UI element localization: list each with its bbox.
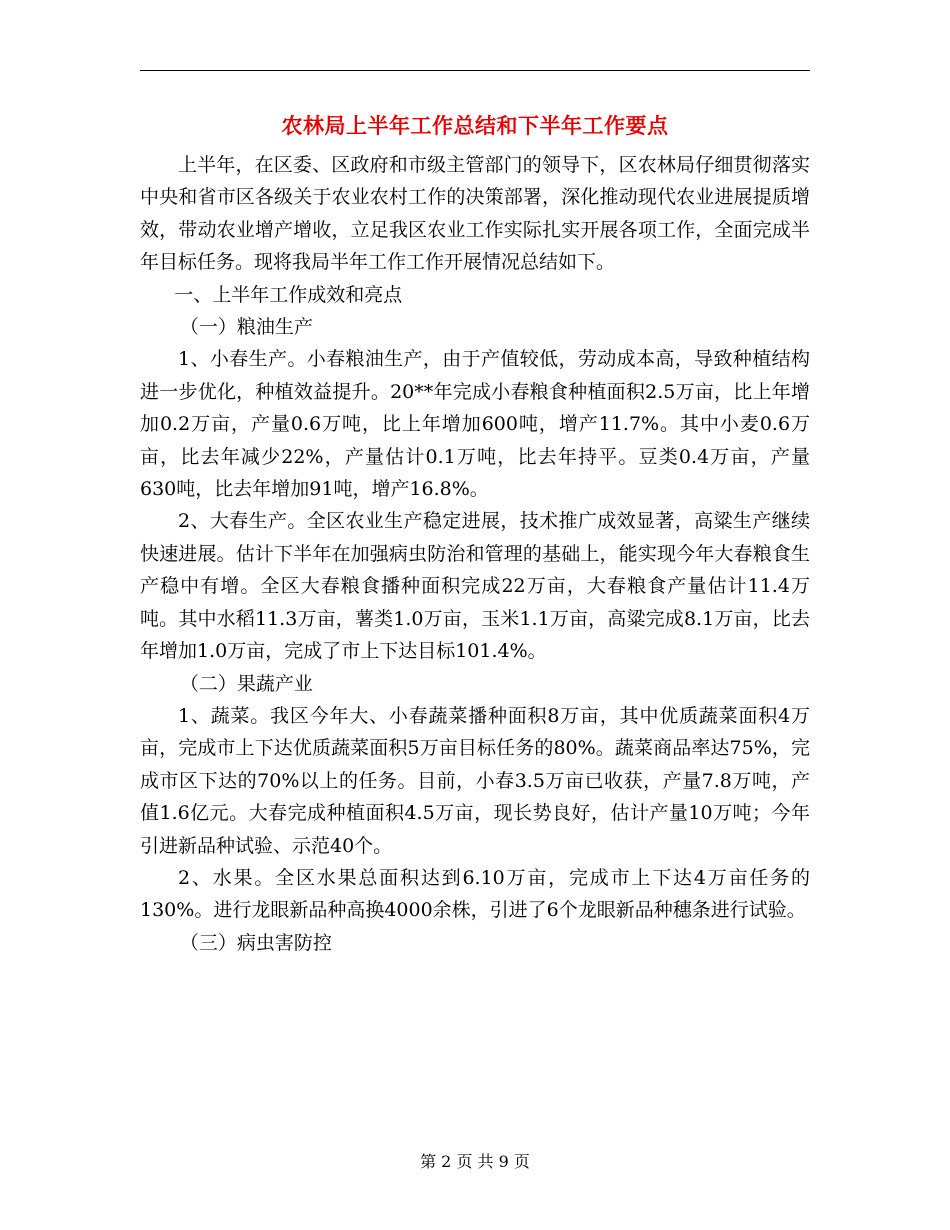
document-body [140,149,810,959]
document-title: 农林局上半年工作总结和下半年工作要点 [281,113,669,138]
header-rule [140,70,810,71]
subsection-heading-pest-control: （三）病虫害防控 [179,931,332,954]
page-number-footer: 第 2 页 共 9 页 [420,1152,530,1171]
paragraph-autumn-crop: 2、大春生产。全区农业生产稳定进展，技术推广成效显著，高粱生产继续快速进展。估计下半年在加强病虫防治和管理的基础上，能实现今年大春粮食生产稳中有增。全区大春粮食播种面积完成22万亩，大春粮食产量估计11.4万吨。其中水稻11.3万亩，薯类1.0万亩，玉米1.1万亩，高粱完成8.1万亩，比去年增加1.0万亩，完成了市上下达目标101.4%。 [140,510,810,663]
paragraph-intro: 上半年，在区委、区政府和市级主管部门的领导下，区农林局仔细贯彻落实中央和省市区各级关于农业农村工作的决策部署，深化推动现代农业进展提质增效，带动农业增产增收，立足我区农业工作实际扎实开展各项工作，全面完成半年目标任务。现将我局半年工作工作开展情况总结如下。 [140,154,810,274]
paragraph-fruit: 2、水果。全区水果总面积达到6.10万亩，完成市上下达4万亩任务的130%。进行龙眼新品种高换4000余株，引进了6个龙眼新品种穗条进行试验。 [140,866,810,922]
section-heading-1: 一、上半年工作成效和亮点 [174,283,403,306]
paragraph-spring-crop: 1、小春生产。小春粮油生产，由于产值较低，劳动成本高，导致种植结构进一步优化，种植效益提升。20**年完成小春粮食种植面积2.5万亩，比上年增加0.2万亩，产量0.6万吨，比上年增加600吨，增产11.7%。其中小麦0.6万亩，比去年减少22%，产量估计0.1万吨，比去年持平。豆类0.4万亩，产量630吨，比去年增加91吨，增产16.8%。 [140,348,810,501]
subsection-heading-fruit-vegetable: （二）果蔬产业 [179,672,313,695]
subsection-heading-grain-oil: （一）粮油生产 [179,316,313,339]
paragraph-vegetables: 1、蔬菜。我区今年大、小春蔬菜播种面积8万亩，其中优质蔬菜面积4万亩，完成市上下达优质蔬菜面积5万亩目标任务的80%。蔬菜商品率达75%，完成市区下达的70%以上的任务。目前，小春3.5万亩已收获，产量7.8万吨，产值1.6亿元。大春完成种植面积4.5万亩，现长势良好，估计产量10万吨；今年引进新品种试验、示范40个。 [140,704,810,857]
